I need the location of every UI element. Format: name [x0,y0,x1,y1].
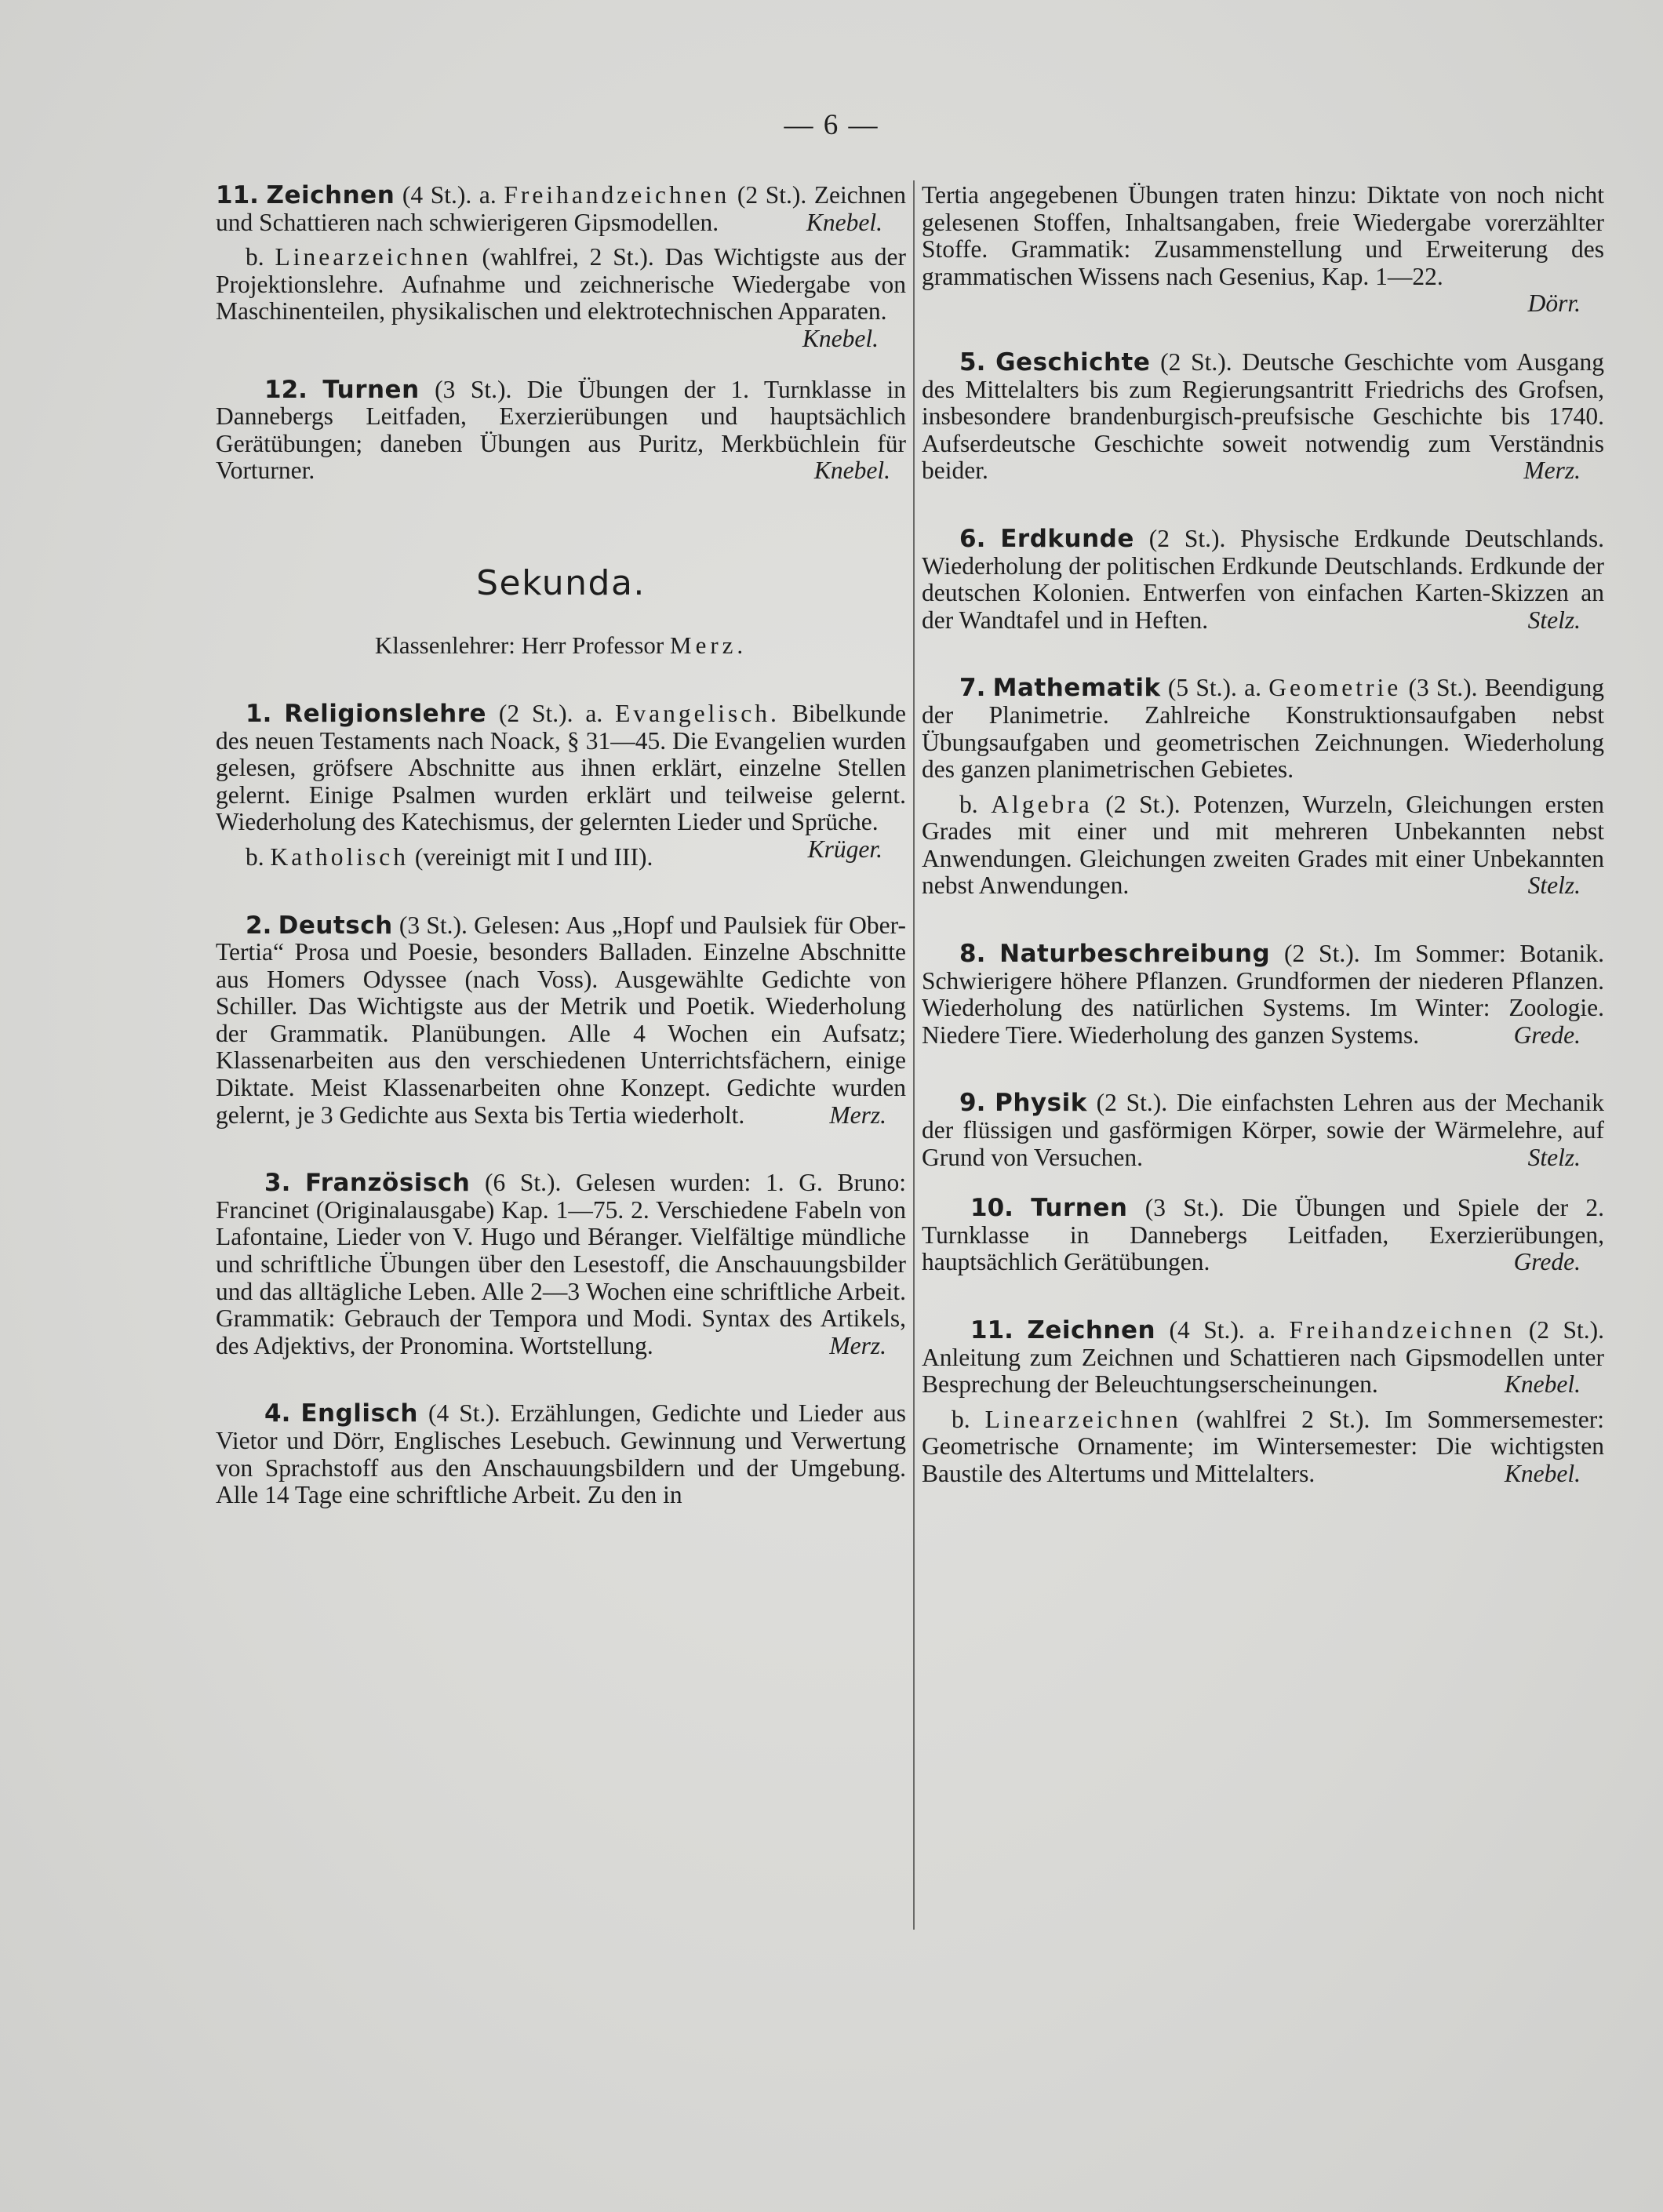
spaced-term: Freihandzeichnen [1289,1316,1516,1344]
teacher-name: Grede. [1513,1021,1581,1049]
section-deutsch [216,912,906,1130]
section-heading: Englisch [300,1399,418,1428]
sekunda-header [216,563,906,660]
section-physik [922,1090,1604,1171]
section-heading: Physik [995,1089,1087,1118]
text: Tertia angegebenen Übungen traten hinzu: Diktate von noch nicht gelesenen Stoffen, Inhaltsangaben, freie Wiedergabe vorerzählter Stoffe. Grammatik: Zusammenstellung und Erweiterung des grammatischen Wissens nach Gesenius, Kap. 1—22. [922,181,1604,290]
section-englisch-continued [922,182,1604,318]
spaced-term: Linearzeichnen [984,1405,1181,1433]
teacher-name: Knebel. [1504,1370,1581,1399]
text: (3 St.). Die Übungen der 1. Turnklasse in Dannebergs Leitfaden, Exerzierübungen und hauptsächlich Gerätübungen; daneben Übungen aus Puritz, Merkbüchlein für Vorturner. [216,375,906,485]
section-number: 11. [970,1316,1013,1344]
section-heading: Turnen [322,375,420,404]
text: (2 St.). Im Sommer: Botanik. Schwierigere höhere Pflanzen. Grundformen der niederen Pflanzen. Wiederholung des natürlichen Systems. Im Winter: Zoologie. Niedere Tiere. Wiederholung des ganzen Systems. [922,940,1605,1049]
class-teacher-label: Klassenlehrer: Herr Professor [374,631,671,659]
section-franzoesisch [216,1170,906,1359]
teacher-name: Knebel. [802,324,879,352]
section-heading: Geschichte [995,347,1151,377]
teacher-name: Stelz. [1527,871,1581,900]
section-religionslehre [216,700,906,871]
section-heading: Naturbeschreibung [999,940,1271,969]
section-geschichte [922,349,1604,485]
section-number: 4. [264,1399,291,1428]
section-number: 5. [959,347,986,377]
teacher-name: Krüger. [807,835,882,863]
section-number: 3. [264,1169,291,1198]
text: (3 St.). Die Übungen und Spiele der 2. Turnklasse in Dannebergs Leitfaden, Exerzierübungen, hauptsächlich Gerätübungen. [922,1194,1605,1276]
text: (2 St.). Die einfachsten Lehren aus der Mechanik der flüssigen und gasförmigen Körper, sowie der Wärmelehre, auf Grund von Versuchen. [922,1089,1604,1171]
section-heading: Deutsch [278,911,393,940]
paragraph [922,349,1604,485]
section-number: 10. [970,1194,1013,1223]
paragraph [216,377,906,485]
teacher-name: Knebel. [806,208,882,236]
section-mathematik [922,675,1604,900]
text: (2 St.). Deutsche Geschichte vom Ausgang des Mittelalters bis zum Regierungsantritt Friedrichs des Grofsen, insbesondere brandenburgisch-preufsische Geschichte bis 1740. Aufserdeutsche Geschichte soweit notwendig zum Verständnis beider. [922,347,1605,485]
section-heading: Mathematik [992,674,1161,703]
paragraph [216,1170,906,1359]
spaced-term: Geometrie [1268,674,1402,702]
section-heading: Französisch [305,1169,471,1198]
paragraph [922,182,1604,318]
paragraph [922,1090,1604,1171]
teacher-name: Dörr. [1527,289,1581,318]
section-heading: Religionslehre [284,699,487,728]
text: (2 St.). Zeichnen und Schattieren nach schwierigeren Gipsmodellen. [216,181,906,236]
paragraph [922,940,1604,1049]
text: (wahlfrei 2 St.). Im Sommersemester: Geometrische Ornamente; im Wintersemester: Die wichtigsten Baustile des Altertums und Mittelalters. [922,1405,1605,1487]
text: (3 St.). Gelesen: Aus „Hopf und Paulsiek für Ober-Tertia“ Prosa und Poesie, besonders Balladen. Einzelne Abschnitte aus Homers Odyssee (nach Voss). Ausgewählte Gedichte von Schiller. Das Wichtigste aus der Metrik und Poetik. Wiederholung der Grammatik. Planübungen. Alle 4 Wochen ein Aufsatz; Klassenarbeiten aus den verschiedenen Unterrichtsfächern, einige Diktate. Meist Klassenarbeiten ohne Konzept. Gedichte wurden gelernt, je 3 Gedichte aus Sexta bis Tertia wiederholt. [216,911,906,1129]
section-heading: Zeichnen [266,181,395,209]
right-column [922,182,1604,1488]
teacher-name: Merz. [829,1331,886,1359]
paragraph [922,791,1604,900]
text: (3 St.). Beendigung der Planimetrie. Zahlreiche Konstruktionsaufgaben nebst Übungsaufgaben und geometrischen Zeichnungen. Wiederholung des ganzen planimetrischen Gebietes. [922,674,1605,784]
section-zeichnen-oberrealschule [216,182,906,353]
section-number: 11. [216,181,259,209]
spaced-term: Freihandzeichnen [504,181,730,209]
class-title: Sekunda. [476,562,646,603]
spaced-term: Evangelisch. [615,699,780,727]
paragraph [922,526,1604,634]
text: b. [952,1405,985,1433]
teacher-name: Merz. [1523,457,1581,485]
text: (6 St.). Gelesen wurden: 1. G. Bruno: Francinet (Originalausgabe) Kap. 1—75. 2. Verschiedene Fabeln von Lafontaine, Lieder von V. Hugo und Béranger. Vielfältige mündliche und schriftliche Übungen über den Lesestoff, die Anschauungsbilder und das alltägliche Leben. Alle 2—3 Wochen eine schriftliche Arbeit. Grammatik: Gebrauch der Tempora und Modi. Syntax des Artikels, des Adjektivs, der Pronomina. Wortstellung. [216,1169,906,1359]
section-number: 2. [246,911,272,940]
text: b. [246,243,275,271]
teacher-name: Knebel. [1504,1459,1581,1487]
text: b. [246,842,271,871]
section-turnen [216,377,906,485]
text: (wahlfrei, 2 St.). Das Wichtigste aus der Projektionslehre. Aufnahme und zeichnerische Wiedergabe von Maschinenteilen, physikalischen und elektrotechnischen Apparaten. [216,243,906,326]
section-heading: Erdkunde [1000,524,1134,553]
section-heading: Turnen [1031,1194,1128,1223]
spaced-term: Linearzeichnen [275,243,471,271]
text: (2 St.). Physische Erdkunde Deutschlands. Wiederholung der politischen Erdkunde Deutschlands. Erdkunde der deutschen Kolonien. Entwerfen von einfachen Karten-Skizzen an der Wandtafel und in Heften. [922,524,1604,634]
section-turnen [922,1195,1604,1276]
text: (2 St.). a. [486,699,616,727]
spaced-term: Algebra [991,790,1093,818]
section-zeichnen [922,1317,1604,1488]
text: Bibelkunde des neuen Testaments nach Noack, § 31—45. Die Evangelien wurden gelesen, gröfsere Abschnitte aus ihnen erklärt, einzelne Stellen gelernt. Einige Psalmen wurden erklärt und teilweise gelernt. Wiederholung des Katechismus, der gelernten Lieder und Sprüche. [216,699,907,836]
teacher-name: Stelz. [1527,1143,1581,1171]
text: (2 St.). Anleitung zum Zeichnen und Schattieren nach Gipsmodellen unter Besprechung der Beleuchtungserscheinungen. [922,1316,1604,1399]
text: (vereinigt mit I und III). [408,842,653,871]
paragraph [216,912,906,1130]
class-teacher-name: Merz. [670,631,748,659]
section-number: 1. [246,699,272,728]
section-naturbeschreibung [922,940,1604,1049]
text: (4 St.). a. [395,181,504,209]
text: (2 St.). Potenzen, Wurzeln, Gleichungen ersten Grades mit einer und mit mehreren Unbekannten nebst Anwendungen. Gleichungen zweiten Grades mit einer Unbekannten nebst Anwendungen. [922,790,1605,900]
paragraph [922,1195,1604,1276]
paragraph [216,1400,906,1508]
page-number: — 6 — [784,109,879,141]
teacher-name: Knebel. [813,457,890,485]
section-number: 8. [959,940,986,969]
text: b. [959,790,992,818]
paragraph [216,182,906,236]
teacher-name: Grede. [1513,1248,1581,1276]
section-number: 9. [959,1089,986,1118]
section-heading: Zeichnen [1027,1316,1156,1344]
paragraph [216,244,906,352]
text: (4 St.). Erzählungen, Gedichte und Lieder aus Vietor und Dörr, Englisches Lesebuch. Gewinnung und Verwertung von Sprachstoff aus den Anschauungsbildern und der Umgebung. Alle 14 Tage eine schriftliche Arbeit. Zu den in [216,1399,906,1509]
spaced-term: Katholisch [270,842,409,871]
section-englisch [216,1400,906,1508]
text: (5 St.). a. [1160,674,1269,702]
teacher-name: Merz. [829,1101,886,1129]
section-number: 6. [959,524,986,553]
paragraph [922,1317,1604,1399]
class-teacher-line [216,631,906,660]
paragraph [922,675,1604,783]
text: (4 St.). a. [1155,1316,1290,1344]
teacher-name: Stelz. [1527,606,1581,634]
section-erdkunde [922,526,1604,634]
column-divider [913,180,915,1930]
section-number: 12. [264,375,307,404]
left-column [216,182,906,1509]
section-number: 7. [959,674,986,703]
paragraph [922,1406,1604,1488]
